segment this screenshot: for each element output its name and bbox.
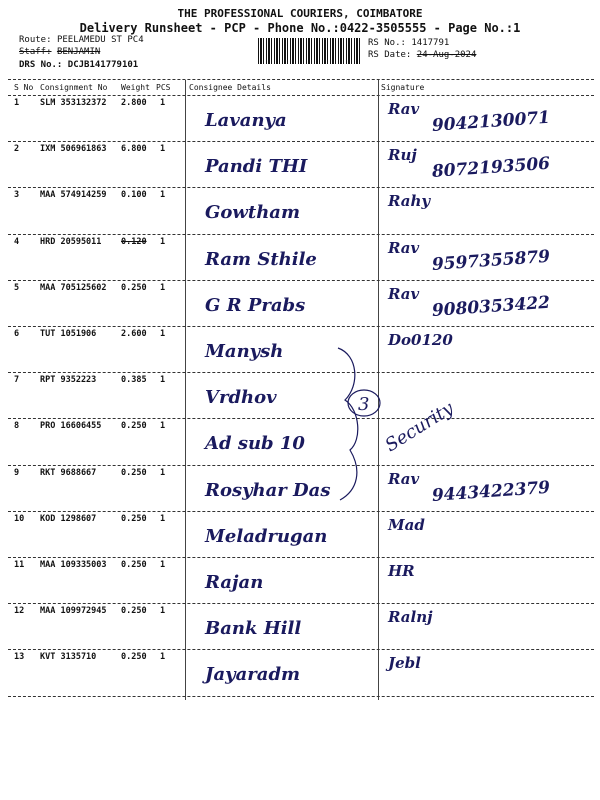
pcs-cell: 1 — [160, 375, 166, 386]
consignment-cell: IXM 506961863 — [40, 144, 107, 155]
consignee-name-handwritten: Rosyhar Das — [205, 479, 331, 501]
consignment-cell: MAA 109335003 — [40, 560, 107, 570]
bracket-scribble — [338, 348, 358, 500]
runsheet-title: Delivery Runsheet - PCP - Phone No.:0422-3505555 - Page No.:1 — [79, 21, 521, 35]
consignment-cell: TUT 1051906 — [40, 329, 97, 339]
phone-handwritten: 9080353422 — [431, 292, 551, 321]
route-label: Route: — [19, 35, 52, 45]
weight-cell: 6.800 — [121, 144, 147, 155]
pcs-cell: 1 — [160, 560, 166, 570]
sno-cell: 1 — [14, 98, 20, 108]
col-weight: Weight — [121, 83, 150, 92]
staff-value: BENJAMIN — [56, 47, 101, 57]
rs-date-label: RS Date: — [368, 50, 412, 60]
signature-handwritten: Rahy — [388, 192, 431, 211]
circled-number: 3 — [358, 394, 370, 415]
signature-handwritten: Rav — [388, 100, 420, 118]
weight-cell: 0.100 — [121, 190, 147, 201]
col-signature: Signature — [381, 83, 425, 92]
col-pcs: PCS — [156, 83, 171, 92]
weight-cell: 0.250 — [121, 560, 147, 570]
weight-cell: 0.250 — [121, 282, 147, 293]
sno-cell: 13 — [14, 652, 25, 663]
weight-cell: 2.800 — [121, 98, 147, 108]
pcs-cell: 1 — [160, 421, 166, 432]
col-sno: S No — [14, 83, 34, 92]
pcs-cell: 1 — [160, 652, 166, 663]
weight-cell: 2.600 — [121, 329, 147, 339]
col-consignment: Consignment No — [40, 83, 108, 92]
pcs-cell: 1 — [160, 236, 166, 247]
sno-cell: 6 — [14, 329, 20, 339]
consignee-name-handwritten: Manysh — [205, 341, 284, 362]
pcs-cell: 1 — [160, 144, 166, 155]
rs-no-value: 1417791 — [411, 38, 450, 48]
signature-handwritten: Jebl — [388, 654, 421, 673]
phone-handwritten: 9443422379 — [431, 477, 551, 506]
consignee-name-handwritten: Bank Hill — [205, 618, 302, 640]
consignee-name-handwritten: Jayaradm — [205, 664, 301, 686]
sno-cell: 5 — [14, 282, 20, 293]
consignee-name-handwritten: Gowtham — [205, 202, 300, 224]
weight-cell: 0.250 — [121, 513, 147, 524]
sno-cell: 7 — [14, 375, 20, 386]
consignment-cell: KOD 1298607 — [40, 513, 97, 524]
phone-handwritten: 9597355879 — [431, 246, 551, 275]
consignment-cell: HRD 20595011 — [40, 236, 102, 247]
consignment-cell: RPT 9352223 — [40, 375, 97, 386]
consignee-name-handwritten: Ad sub 10 — [205, 433, 305, 455]
consignment-cell: RKT 9688667 — [40, 467, 97, 478]
signature-handwritten: Do0120 — [388, 331, 453, 349]
consignee-name-handwritten: Ram Sthile — [205, 248, 317, 270]
consignment-cell: PRO 16606455 — [40, 421, 102, 432]
drs-label: DRS No.: — [19, 60, 63, 70]
consignment-cell: SLM 353132372 — [40, 98, 107, 108]
pcs-cell: 1 — [160, 98, 166, 108]
phone-handwritten: 8072193506 — [431, 153, 551, 183]
pcs-cell: 1 — [160, 329, 166, 339]
signature-handwritten: Ralnj — [388, 608, 433, 627]
phone-handwritten: 9042130071 — [431, 107, 551, 136]
signature-handwritten: Ruj — [388, 146, 417, 165]
consignee-name-handwritten: Rajan — [205, 572, 264, 593]
weight-cell: 0.250 — [121, 467, 147, 478]
company-title: THE PROFESSIONAL COURIERS, COIMBATORE — [177, 7, 423, 20]
sno-cell: 12 — [14, 606, 25, 617]
signature-handwritten: Rav — [388, 469, 420, 488]
weight-cell: 0.250 — [121, 421, 147, 432]
sno-cell: 2 — [14, 144, 20, 155]
pcs-cell: 1 — [160, 513, 166, 524]
sno-cell: 3 — [14, 190, 20, 201]
weight-cell: 0.250 — [121, 606, 147, 617]
consignment-cell: KVT 3135710 — [40, 652, 97, 663]
pcs-cell: 1 — [160, 606, 166, 617]
sno-cell: 4 — [14, 236, 20, 247]
drs-value: DCJB141779101 — [67, 60, 139, 70]
security-note: Security — [381, 397, 458, 457]
pcs-cell: 1 — [160, 282, 166, 293]
rs-date-value: 24-Aug-2024 — [416, 50, 477, 60]
staff-label: Staff: — [19, 47, 52, 57]
weight-cell: 0.250 — [121, 652, 147, 663]
sno-cell: 9 — [14, 467, 20, 478]
consignee-name-handwritten: Lavanya — [205, 110, 287, 131]
sno-cell: 8 — [14, 421, 20, 432]
pcs-cell: 1 — [160, 190, 166, 201]
consignee-name-handwritten: Meladrugan — [205, 525, 328, 547]
signature-handwritten: Rav — [388, 238, 420, 257]
rs-no-label: RS No.: — [368, 38, 406, 48]
route-value: PEELAMEDU ST PC4 — [56, 35, 144, 45]
consignment-cell: MAA 705125602 — [40, 282, 107, 293]
consignment-cell: MAA 109972945 — [40, 606, 107, 617]
pcs-cell: 1 — [160, 467, 166, 478]
consignment-cell: MAA 574914259 — [40, 190, 107, 201]
signature-handwritten: Rav — [388, 284, 420, 303]
weight-cell: 0.120 — [121, 236, 147, 247]
sno-cell: 10 — [14, 513, 25, 524]
consignee-name-handwritten: Pandi THI — [205, 156, 308, 178]
signature-handwritten: HR — [388, 562, 415, 580]
col-consignee: Consignee Details — [189, 83, 271, 92]
weight-cell: 0.385 — [121, 375, 147, 386]
sno-cell: 11 — [14, 560, 25, 570]
signature-handwritten: Mad — [388, 515, 425, 534]
consignee-name-handwritten: G R Prabs — [205, 294, 306, 316]
consignee-name-handwritten: Vrdhov — [205, 387, 277, 409]
